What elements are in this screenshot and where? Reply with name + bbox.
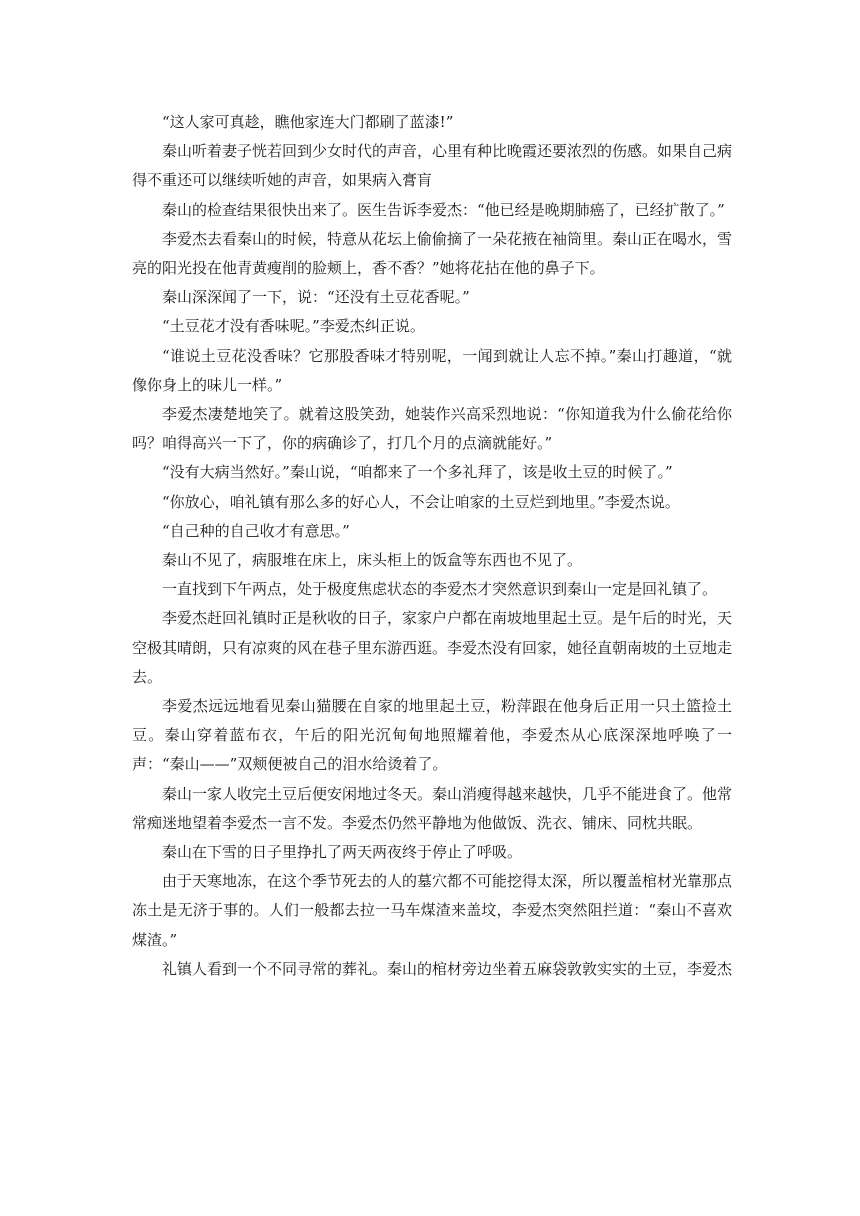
paragraph: “你放心，咱礼镇有那么多的好心人，不会让咱家的土豆烂到地里。”李爱杰说。 — [162, 492, 680, 511]
paragraph: “没有大病当然好。”秦山说，“咱都来了一个多礼拜了，该是收土豆的时候了。” — [162, 463, 673, 482]
paragraph: 李爱杰凄楚地笑了。就着这股笑劲，她装作兴高采烈地说：“你知道我为什么偷花给你吗？咱得高兴一下了，你的病确诊了，打几个月的点滴就能好。” — [132, 405, 732, 453]
article-body — [132, 108, 732, 984]
paragraph: “自己种的自己收才有意思。” — [162, 521, 350, 540]
paragraph: 李爱杰赶回礼镇时正是秋收的日子，家家户户都在南坡地里起土豆。是午后的时光，天空极其晴朗，只有凉爽的风在巷子里东游西逛。李爱杰没有回家，她径直朝南坡的土豆地走去。 — [132, 609, 733, 686]
paragraph: 李爱杰去看秦山的时候，特意从花坛上偷偷摘了一朵花掖在袖筒里。秦山正在喝水，雪亮的阳光投在他青黄瘦削的脸颊上，香不香？”她将花拈在他的鼻子下。 — [132, 229, 733, 278]
paragraph: 一直找到下午两点，处于极度焦虑状态的李爱杰才突然意识到秦山一定是回礼镇了。 — [162, 580, 718, 599]
paragraph: 由于天寒地冻，在这个季节死去的人的墓穴都不可能挖得太深，所以覆盖棺材光靠那点冻土是无济于事的。人们一般都去拉一马车煤渣来盖坟，李爱杰突然阻拦道：“秦山不喜欢煤渣。” — [132, 872, 733, 949]
paragraph: 秦山听着妻子恍若回到少女时代的声音，心里有种比晚霞还要浓烈的伤感。如果自己病得不重还可以继续听她的声音，如果病入膏肓 — [132, 142, 733, 190]
paragraph: 礼镇人看到一个不同寻常的葬礼。秦山的棺材旁边坐着五麻袋敦敦实实的土豆，李爱杰 — [162, 959, 733, 978]
paragraph: “这人家可真趁，瞧他家连大门都刷了蓝漆!” — [162, 113, 454, 131]
paragraph: “土豆花才没有香味呢。”李爱杰纠正说。 — [162, 317, 425, 336]
paragraph: 秦山深深闻了一下，说：“还没有土豆花香呢。” — [162, 288, 470, 307]
paragraph: 秦山一家人收完土豆后便安闲地过冬天。秦山消瘦得越来越快，几乎不能进食了。他常常痴迷地望着李爱杰一言不发。李爱杰仍然平静地为他做饭、洗衣、铺床、同枕共眠。 — [132, 784, 733, 832]
paragraph: 秦山在下雪的日子里挣扎了两天两夜终于停止了呼吸。 — [162, 843, 523, 862]
paragraph: 秦山不见了，病服堆在床上，床头柜上的饭盒等东西也不见了。 — [162, 551, 583, 570]
paragraph: 秦山的检查结果很快出来了。医生告诉李爱杰：“他已经是晚期肺癌了，已经扩散了。” — [162, 200, 725, 219]
paragraph: 李爱杰远远地看见秦山猫腰在自家的地里起土豆，粉萍跟在他身后正用一只土篮捡土豆。秦山穿着蓝布衣，午后的阳光沉甸甸地照耀着他，李爱杰从心底深深地呼唤了一声：“秦山——”双颊便被自己的泪水给烫着了。 — [132, 697, 732, 774]
paragraph: “谁说土豆花没香味？它那股香味才特别呢，一闻到就让人忘不掉。”秦山打趣道，“就像你身上的味儿一样。” — [132, 346, 732, 394]
